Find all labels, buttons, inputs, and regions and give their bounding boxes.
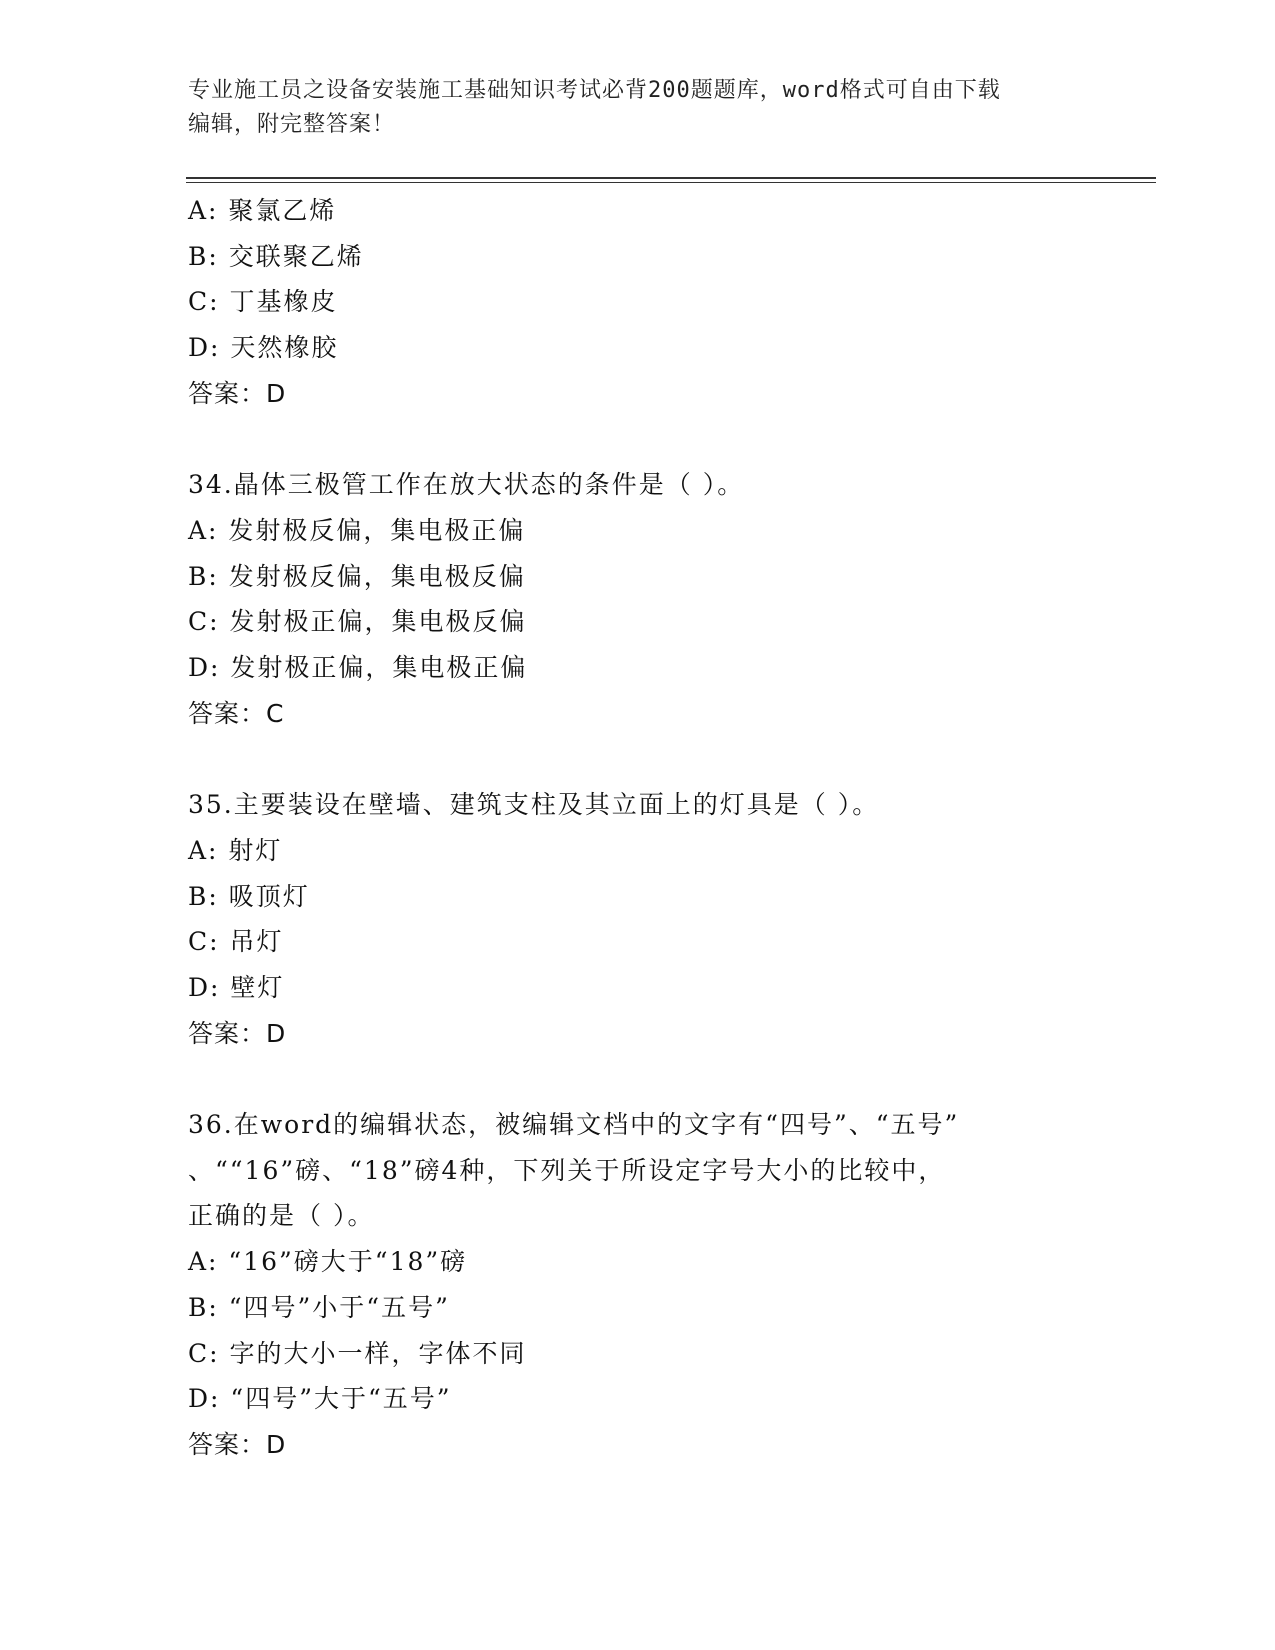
option-d: D: 壁灯 (188, 972, 285, 1002)
option-c: C: 吊灯 (188, 927, 284, 957)
answer-line: 答案：D (188, 1018, 287, 1048)
question-35 (188, 782, 1148, 1056)
answer-line: 答案：D (188, 1429, 287, 1459)
option-b: B: 吸顶灯 (188, 881, 310, 911)
question-text-line-2: 、““16”磅、“18”磅4种，下列关于所设定字号大小的比较中， (188, 1155, 946, 1185)
question-36 (188, 1102, 1148, 1468)
question-text-line-1: 36.在word的编辑状态，被编辑文档中的文字有“四号”、“五号” (188, 1110, 960, 1140)
header-title-line-1: 专业施工员之设备安装施工基础知识考试必背200题题库，word格式可自由下载 (188, 78, 1001, 103)
option-d: D: “四号”大于“五号” (188, 1384, 452, 1414)
document-header (188, 74, 1088, 142)
option-b: B: “四号”小于“五号” (188, 1292, 450, 1322)
question-text-line-3: 正确的是（ ）。 (188, 1201, 375, 1231)
option-b: B: 交联聚乙烯 (188, 241, 364, 271)
option-b: B: 发射极反偏，集电极反偏 (188, 561, 526, 591)
option-c: C: 字的大小一样，字体不同 (188, 1338, 527, 1368)
option-c: C: 发射极正偏，集电极反偏 (188, 607, 527, 637)
header-divider-thin (186, 182, 1156, 183)
header-title-line-2: 编辑，附完整答案！ (188, 112, 396, 137)
option-a: A: 聚氯乙烯 (188, 196, 337, 225)
option-c: C: 丁基橡皮 (188, 287, 338, 317)
spacer (188, 736, 1148, 782)
question-list (188, 188, 1148, 1468)
answer-line: 答案：D (188, 378, 287, 408)
question-33 (188, 188, 1148, 417)
answer-line: 答案：C (188, 698, 285, 728)
spacer (188, 1056, 1148, 1102)
question-34 (188, 462, 1148, 736)
option-a: A: 射灯 (188, 835, 283, 865)
option-a: A: 发射极反偏，集电极正偏 (188, 515, 526, 545)
option-d: D: 天然橡胶 (188, 333, 339, 363)
option-d: D: 发射极正偏，集电极正偏 (188, 653, 528, 683)
question-text: 34.晶体三极管工作在放大状态的条件是（ ）。 (188, 470, 745, 500)
spacer (188, 417, 1148, 463)
header-divider-thick (186, 177, 1156, 179)
option-a: A: “16”磅大于“18”磅 (188, 1247, 468, 1277)
question-text: 35.主要装设在壁墙、建筑支柱及其立面上的灯具是（ ）。 (188, 790, 880, 820)
